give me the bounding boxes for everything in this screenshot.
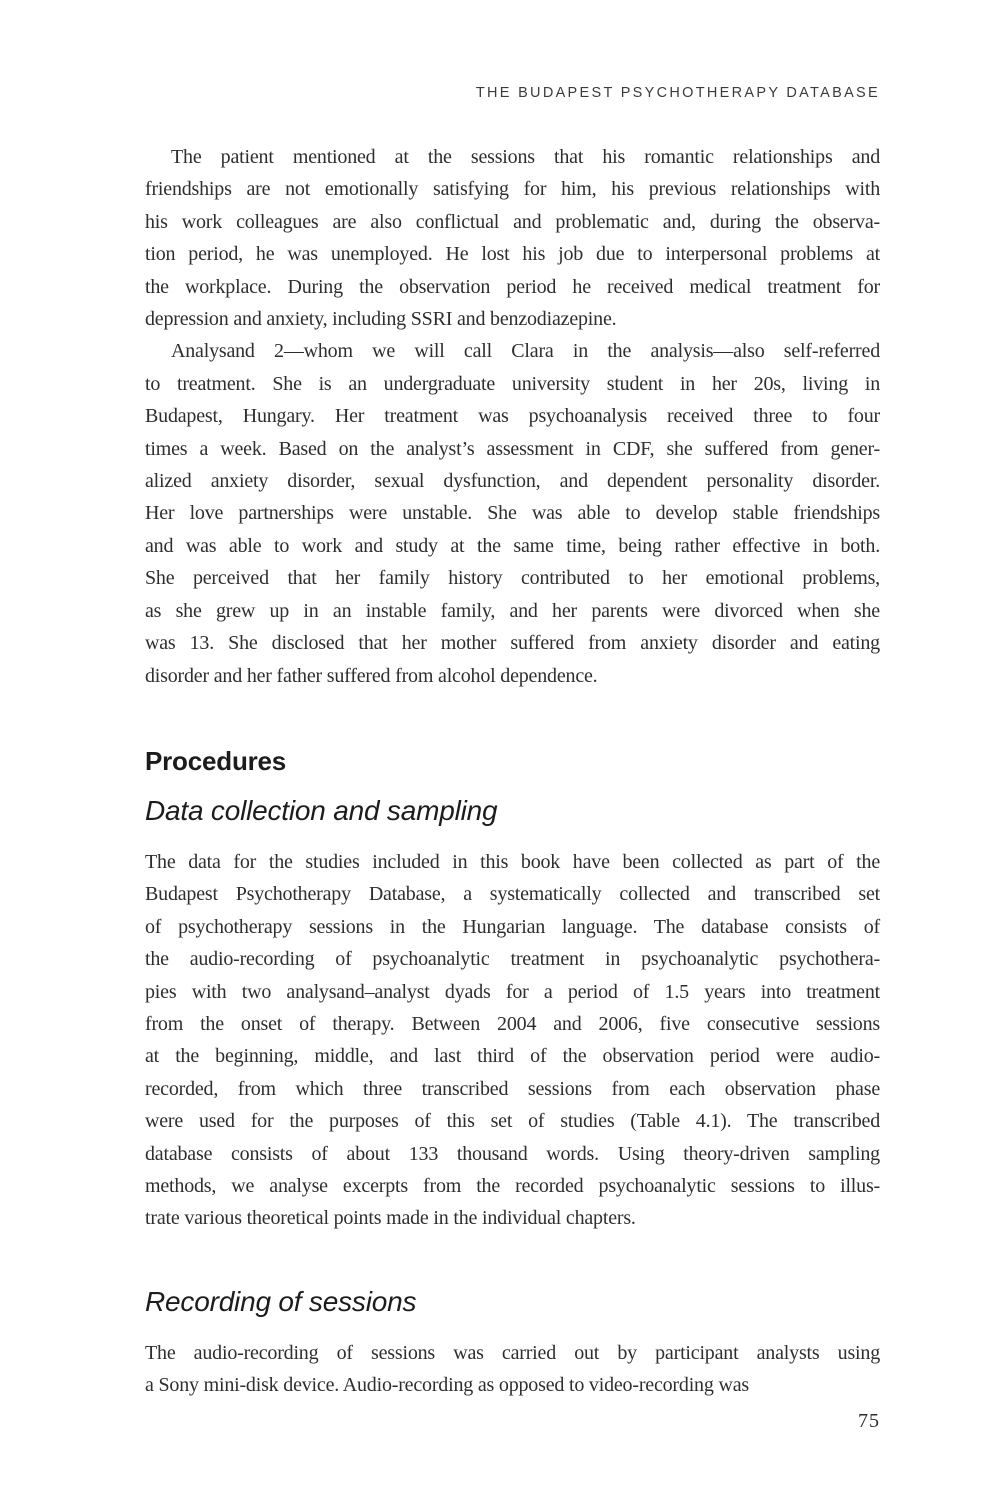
text-line: were used for the purposes of this set of studies (Table 4.1). The transcribed bbox=[145, 1110, 880, 1133]
text-line: Budapest, Hungary. Her treatment was psychoanalysis received three to four bbox=[145, 405, 880, 428]
subsection-heading: Data collection and sampling bbox=[145, 794, 498, 826]
text-line: as she grew up in an instable family, and her parents were divorced when she bbox=[145, 599, 880, 622]
text-line: The audio-recording of sessions was carried out by participant analysts using bbox=[145, 1341, 880, 1364]
text-line: disorder and her father suffered from alcohol dependence. bbox=[145, 664, 598, 687]
section-heading: Procedures bbox=[145, 745, 287, 776]
running-head: THE BUDAPEST PSYCHOTHERAPY DATABASE bbox=[475, 85, 880, 101]
text-line: and was able to work and study at the same time, being rather effective in both. bbox=[145, 534, 880, 557]
text-line: She perceived that her family history contributed to her emotional problems, bbox=[145, 567, 880, 590]
text-line: was 13. She disclosed that her mother suffered from anxiety disorder and eating bbox=[145, 632, 880, 655]
text-line: Her love partnerships were unstable. She was able to develop stable friendships bbox=[145, 502, 880, 525]
text-line: friendships are not emotionally satisfying for him, his previous relationships with bbox=[145, 178, 880, 201]
text-line: a Sony mini-disk device. Audio-recording as opposed to video-recording was bbox=[145, 1374, 749, 1397]
text-line: tion period, he was unemployed. He lost his job due to interpersonal problems at bbox=[145, 243, 880, 266]
text-line: alized anxiety disorder, sexual dysfunction, and dependent personality disorder. bbox=[145, 470, 880, 493]
text-line: depression and anxiety, including SSRI and benzodiazepine. bbox=[145, 308, 617, 331]
text-line: the audio-recording of psychoanalytic treatment in psychoanalytic psychothera- bbox=[145, 948, 880, 971]
text-line: recorded, from which three transcribed sessions from each observation phase bbox=[145, 1077, 880, 1100]
text-line: to treatment. She is an undergraduate university student in her 20s, living in bbox=[145, 372, 880, 395]
subsection-heading: Recording of sessions bbox=[145, 1285, 417, 1317]
text-line: The patient mentioned at the sessions that his romantic relationships and bbox=[171, 146, 880, 168]
text-line: from the onset of therapy. Between 2004 and 2006, five consecutive sessions bbox=[145, 1012, 880, 1035]
text-line: times a week. Based on the analyst’s assessment in CDF, she suffered from gener- bbox=[145, 437, 880, 460]
paragraph bbox=[145, 846, 880, 1235]
paragraph bbox=[145, 141, 880, 335]
page-number: 75 bbox=[858, 1410, 880, 1432]
page-content bbox=[145, 141, 880, 1402]
paragraph bbox=[145, 1337, 880, 1402]
text-line: database consists of about 133 thousand words. Using theory-driven sampling bbox=[145, 1142, 880, 1165]
text-line: pies with two analysand–analyst dyads for a period of 1.5 years into treatment bbox=[145, 980, 880, 1003]
text-line: at the beginning, middle, and last third of the observation period were audio- bbox=[145, 1045, 880, 1068]
text-line: his work colleagues are also conflictual and problematic and, during the observa- bbox=[145, 210, 880, 233]
paragraph bbox=[145, 335, 880, 691]
text-line: Analysand 2—whom we will call Clara in the analysis—also self-referred bbox=[171, 340, 880, 363]
text-line: trate various theoretical points made in the individual chapters. bbox=[145, 1207, 636, 1230]
text-line: methods, we analyse excerpts from the recorded psychoanalytic sessions to illus- bbox=[145, 1174, 880, 1197]
text-line: of psychotherapy sessions in the Hungarian language. The database consists of bbox=[145, 915, 880, 938]
text-line: The data for the studies included in this book have been collected as part of the bbox=[145, 850, 880, 873]
text-line: the workplace. During the observation period he received medical treatment for bbox=[145, 275, 880, 298]
text-line: Budapest Psychotherapy Database, a systematically collected and transcribed set bbox=[145, 883, 880, 906]
